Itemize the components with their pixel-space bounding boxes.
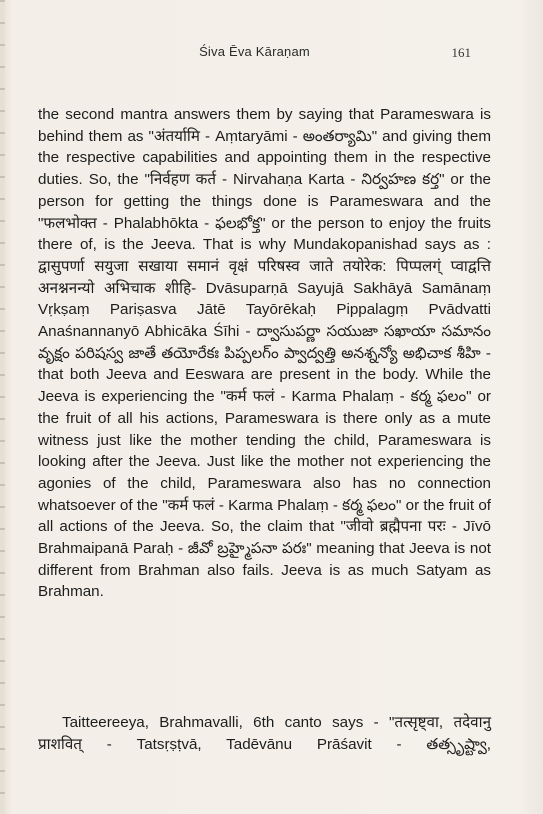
page-header [38,44,471,64]
paragraph-1: the second mantra answers them by saying that Parameswara is behind them as "अंतर्यामि - Aṃtaryāmi - అంతర్యామి" and giving them the respective capabilities and appointing them in the respective duties. So, the "निर्वहण कर्त - Nirvahaṇa Karta - నిర్వహణ కర్త" or the person for getting the things done is Parameswara and the "फलभोक्त - Phalabhōkta - ఫలభోక్త" or the person to enjoy the fruits there of, is the Jeeva. That is why Mundakopanishad says as : द्वासुपर्णा सयुजा सखाया समानं वृक्षं परिषस्व जाते तयोरेक: पिप्पलग्ं प्वाद्वत्ति अनश्ननन्यो अभिचाक शीहि- Dvāsuparṇā Sayujā Sakhāyā Samānaṃ Vṛkṣaṃ Pariṣasva Jātē Tayōrēkaḥ Pippalagṃ Pvādvatti Anaśnannanyō Abhicāka Śīhi - ద్వాసుపర్ణా సయుజా సఖాయా సమానం వృక్షం పరిషస్వ జాతే తయోరేకః పిప్పలగ్ం ప్వాద్వత్తి అనశ్నన్యో అభిచాక శీహి - that both Jeeva and Eeswara are present in the body. While the Jeeva is experiencing the "कर्म फलं - Karma Phalaṃ - కర్మ ఫలం" or the fruit of all his actions, Parameswara is there only as a mute witness just like the mother tending the child, Parameswara is looking after the Jeeva. Just like the mother not experiencing the agonies of the child, Parameswara also has no connection whatsoever of the "कर्म फलं - Karma Phalaṃ - కర్మ ఫలం" or the fruit of all actions of the Jeeva. So, the claim that "जीवो ब्रह्मैपना परः - Jīvō Brahmaipanā Paraḥ - జీవో బ్రహ్మైపనా పరః" meaning that Jeeva is not different from Brahman also fails. Jeeva is as much Satyam as Brahman. [38,106,491,601]
running-title: Śiva Ēva Kāraṇam [199,44,310,59]
paragraph-2: Taitteereeya, Brahmavalli, 6th canto says - "तत्सृष्ट्वा, तदेवानु प्राशवित् - Tatsṛṣṭvā, Tadēvānu Prāśavit - తత్సృష్ట్వా, [38,714,491,753]
page-number: 161 [451,45,471,60]
paragraph-2-container [38,712,491,755]
main-paragraph [38,104,491,603]
page-binding-edge [0,0,5,814]
